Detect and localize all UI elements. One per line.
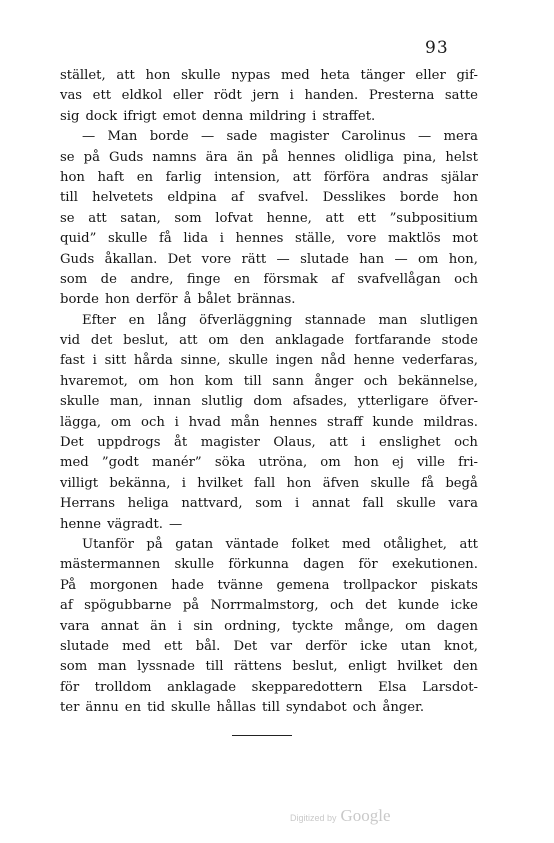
text-line: Guds åkallan. Det vore rätt — slutade han — om hon, xyxy=(60,251,478,267)
text-line: Herrans heliga nattvard, som i annat fall skulle vara xyxy=(60,496,478,512)
text-line: skulle man, innan slutlig dom afsades, ytterligare öfver- xyxy=(60,394,478,410)
text-line: henne vägradt. — xyxy=(60,516,183,532)
text-line: sig dock ifrigt emot denna mildring i straffet. xyxy=(60,108,376,124)
text-line: som man lyssnade till rättens beslut, enligt hvilket den xyxy=(60,659,478,675)
text-line: villigt bekänna, i hvilket fall hon äfven skulle få begå xyxy=(60,475,478,491)
text-line: Utanför på gatan väntade folket med otålighet, att xyxy=(82,536,478,552)
text-line: vara annat än i sin ordning, tyckte månge, om dagen xyxy=(60,618,478,634)
section-divider xyxy=(232,735,292,736)
digitization-watermark xyxy=(290,806,391,826)
body-text xyxy=(60,66,478,719)
page-number: 93 xyxy=(425,38,449,58)
text-line: hon haft en farlig intension, att förföra andras själar xyxy=(60,169,478,185)
text-line: vas ett eldkol eller rödt jern i handen. Presterna satte xyxy=(60,88,478,104)
text-line: för trolldom anklagade skepparedottern Elsa Larsdot- xyxy=(60,679,478,695)
text-line: till helvetets eldpina af svafvel. Desslikes borde hon xyxy=(60,190,478,206)
text-line: quid” skulle få lida i hennes ställe, vore maktlös mot xyxy=(60,231,478,247)
text-line: se på Guds namns ära än på hennes olidliga pina, helst xyxy=(60,149,478,165)
text-line: lägga, om och i hvad mån hennes straff kunde mildras. xyxy=(60,414,478,430)
text-line: se att satan, som lofvat henne, att ett ”subpositium xyxy=(60,210,478,226)
google-logo: Google xyxy=(340,806,391,825)
text-line: fast i sitt hårda sinne, skulle ingen nåd henne vederfaras, xyxy=(60,353,478,369)
text-line: med ”godt manér” söka utröna, om hon ej ville fri- xyxy=(60,455,478,471)
text-line: På morgonen hade tvänne gemena trollpackor piskats xyxy=(60,577,478,593)
text-line: Det uppdrogs åt magister Olaus, att i enslighet och xyxy=(60,435,478,451)
watermark-prefix: Digitized by xyxy=(290,813,337,823)
text-line: ter ännu en tid skulle hållas till syndabot och ånger. xyxy=(60,700,425,716)
text-line: af spögubbarne på Norrmalmstorg, och det kunde icke xyxy=(60,598,478,614)
text-line: som de andre, finge en försmak af svafvellågan och xyxy=(60,271,478,287)
text-line: Efter en lång öfverläggning stannade man slutligen xyxy=(82,312,478,328)
text-line: mästermannen skulle förkunna dagen för exekutionen. xyxy=(60,557,478,573)
text-line: stället, att hon skulle nypas med heta tänger eller gif- xyxy=(60,68,478,83)
text-line: hvaremot, om hon kom till sann ånger och bekännelse, xyxy=(60,373,478,389)
text-line: slutade med ett bål. Det var derför icke utan knot, xyxy=(60,638,478,654)
text-line: — Man borde — sade magister Carolinus — mera xyxy=(82,129,478,145)
text-line: borde hon derför å bålet brännas. xyxy=(60,292,296,308)
text-line: vid det beslut, att om den anklagade fortfarande stode xyxy=(60,333,478,349)
